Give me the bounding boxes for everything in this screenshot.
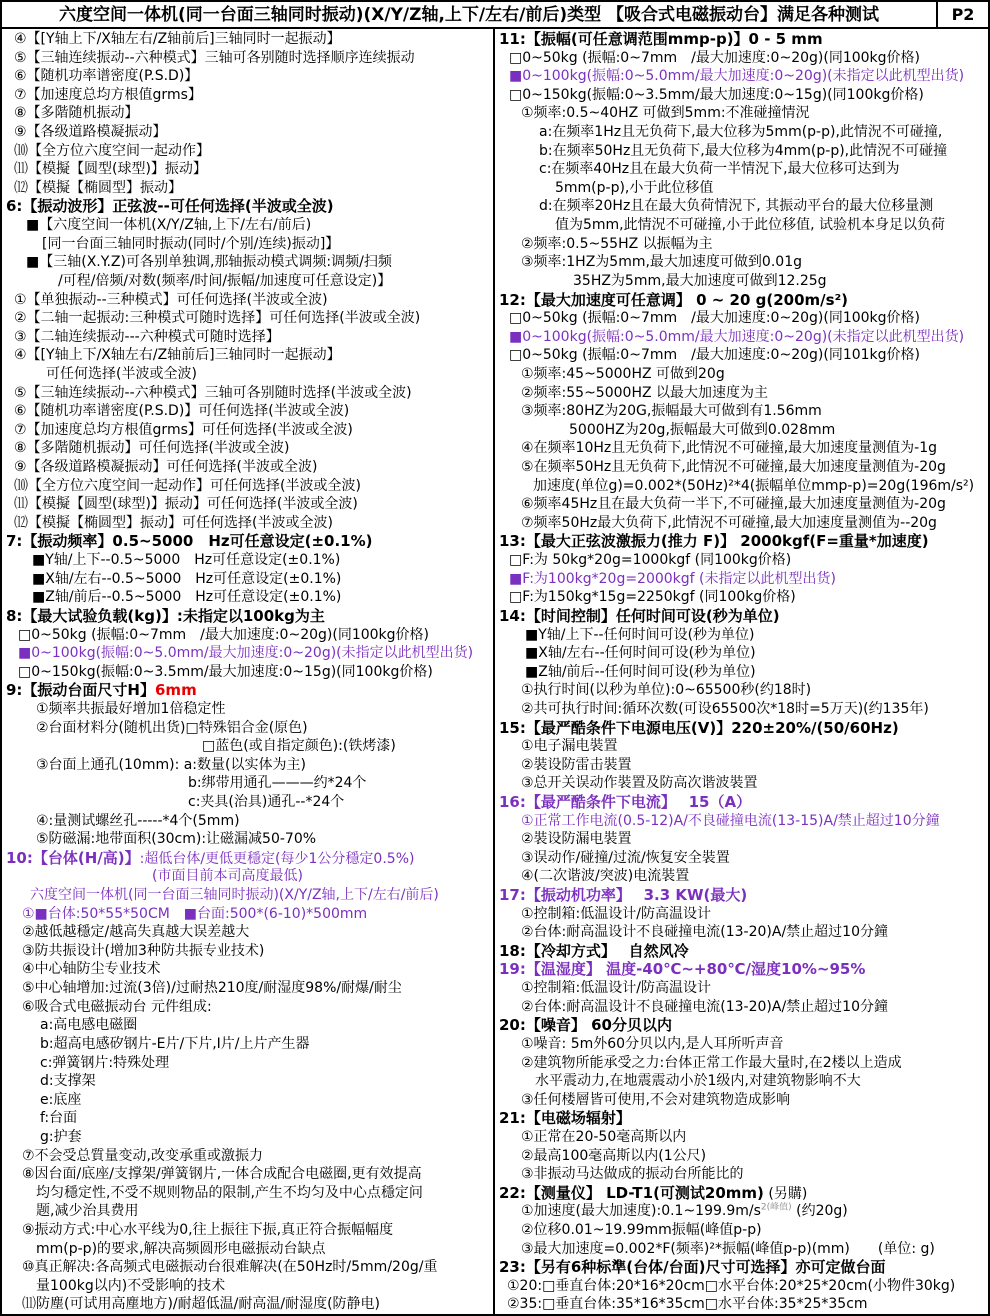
spec-line [495,104,988,123]
spec-text-run: 12:【最大加速度可任意调】 0 ~ 20 g(200m/s²) [499,290,849,309]
spec-text-run: □0~50kg (振幅:0~7mm /最大加速度:0~20g)(同100kg价格) [509,310,920,327]
spec-text-run: (另購) [763,1185,808,1202]
spec-line [495,756,988,775]
spec-text-run: ⑦【加速度总均方根值grms】 [14,86,202,103]
spec-text-run: ②共可执行时间:循环次数(可设65500次*18时=5万天)(约135年) [521,700,929,717]
spec-line [495,737,988,756]
spec-line [2,365,493,384]
spec-line [495,1184,988,1203]
spec-line [495,495,988,514]
spec-line [495,123,988,142]
spec-text-run: 水平震动力,在地震震动小於1级内,对建筑物影响不大 [535,1073,861,1090]
spec-text-run: ⑾防塵(可试用高塵地方)/耐超低温/耐高温/耐湿度(防静电) [22,1296,380,1313]
spec-text-run: ②位移0.01~19.99mm振幅(峰值p-p) [521,1222,762,1238]
spec-text-run: ■0~100kg(振幅:0~5.0mm/最大加速度:0~20g)(未指定以此机型出货) [18,645,474,662]
spec-text-run: f:台面 [40,1110,78,1127]
spec-text-run: c:弹簧钢片:特殊处理 [40,1054,170,1071]
spec-text-run: ⑥【随机功率谱密度(P.S.D)】 [14,68,199,85]
spec-text-run: 7:【振动频率】0.5~5000 Hz可任意设定(±0.1%) [6,532,373,551]
spec-line [2,104,493,123]
spec-text-run: ④在频率10Hz且无负荷下,此情況不可碰撞,最大加速度量测值为-1g [521,440,937,457]
spec-text-run: ①执行时间(以秒为单位):0~65500秒(约18时) [521,682,812,699]
spec-text-run: b:绑带用通孔———约*24个 [188,775,367,792]
left-column [2,29,495,1314]
spec-text-run: ②最高100毫高斯以内(1公尺) [521,1147,707,1164]
spec-line [2,272,493,291]
spec-line [2,328,493,347]
spec-line [495,607,988,626]
spec-text-run: 17:【振动机功率】 3.3 KW(最大) [499,886,748,905]
spec-line [2,1240,493,1259]
spec-text-run: ■X轴/左右--0.5~5000 Hz可任意设定(±0.1%) [32,570,342,587]
spec-text-run: ⑤防磁漏:地带面积(30cm):让磁漏减50-70% [36,831,317,848]
spec-line [495,886,988,905]
spec-line [495,291,988,310]
spec-text-run: 11:【振幅(可任意调范围mmp-p)】0 - 5 mm [499,30,823,48]
spec-line [495,588,988,607]
spec-line [2,700,493,719]
spec-line [2,216,493,235]
spec-line [495,1277,988,1296]
spec-line [2,1016,493,1035]
spec-text-run: 六度空间一体机(同一台面三轴同时振动)(X/Y/Z轴,上下/左右/前后) [30,887,439,904]
spec-text-run: ①控制箱:低温设计/防高温设计 [521,980,711,997]
spec-text-run: 加速度(单位g)=0.002*(50Hz)²*4(振幅单位mmp-p)=20g(196m/s²) [533,477,975,494]
spec-text-run: ④中心轴防尘专业技术 [22,961,161,978]
spec-line [2,67,493,86]
spec-text-run: /可程/倍频/对数(频率/时间/振幅/加速度可任意设定)】 [58,272,392,289]
spec-text-run: (约20g) [791,1203,848,1220]
spec-line [495,235,988,254]
spec-text-run: 9:【振动台面尺寸H】 [6,681,155,700]
spec-text-run: 2(峰值) [760,1202,792,1213]
spec-line [495,1221,988,1240]
spec-text-run: ⑾【模擬【圆型(球型)】振动】可任何选择(半波或全波) [14,496,358,513]
spec-line [2,570,493,589]
spec-line [495,663,988,682]
spec-line [2,830,493,849]
spec-text-run: 19:【温湿度】 温度-40℃~+80℃/湿度10%~95% [499,960,866,979]
spec-text-run: □F:为150kg*15g=2250kgf (同100kg价格) [509,589,796,606]
spec-text-run: ⑦频率50Hz最大负荷下,此情況不可碰撞,最大加速度量测值为--20g [521,514,937,531]
spec-text-run: 23:【另有6种标準(台体/台面)尺寸可选择】亦可定做台面 [499,1258,886,1277]
spec-text-run: ③频率:80HZ为20G,振幅最大可做到有1.56mm [521,403,822,420]
spec-line [495,309,988,328]
spec-text-run: ■【三轴(X.Y.Z)可各别单独调,那轴振动模式调频:调频/扫频 [26,254,392,271]
spec-line [495,1016,988,1035]
spec-text-run: ⑧【多階随机振动】可任何选择(半波或全波) [14,440,290,457]
spec-text-run: ⑤在频率50Hz且无负荷下,此情況不可碰撞,最大加速度量测值为-20g [521,459,946,476]
spec-line [495,1035,988,1054]
spec-text-run: 10:【台体(H/高)】 [6,848,140,867]
spec-line [2,849,493,868]
spec-line [495,942,988,961]
spec-line [2,1054,493,1073]
spec-text-run: ⑿【模擬【椭圆型】振动】可任何选择(半波或全波) [14,514,333,531]
spec-line [2,197,493,216]
spec-line [495,197,988,216]
spec-text-run: ⑨【各级道路模凝振动】可任何选择(半波或全波) [14,459,318,476]
spec-text-run: ⑾【模擬【圆型(球型)】振动】 [14,161,207,178]
spec-line [495,30,988,49]
spec-line [495,923,988,942]
spec-line [495,272,988,291]
right-column [495,29,988,1314]
spec-text-run: □0~50kg (振幅:0~7mm /最大加速度:0~20g)(同100kg价格) [18,626,429,643]
spec-line [495,346,988,365]
spec-line [2,607,493,626]
spec-line [495,1202,988,1221]
spec-text-run: ■0~100kg(振幅:0~5.0mm/最大加速度:0~20g)(未指定以此机型出货) [509,328,965,345]
spec-text-run: 21:【电磁场辐射】 [499,1109,631,1128]
spec-text-run: ③最大加速度=0.002*F(频率)²*振幅(峰值p-p)(mm) (单位: g) [521,1240,935,1257]
spec-text-run: 18:【冷却方式】 自然风冷 [499,941,689,960]
spec-line [495,402,988,421]
spec-text-run: 题,减少治具费用 [36,1203,139,1220]
spec-line [495,867,988,886]
spec-text-run: ②裝设防漏电裝置 [521,831,632,848]
spec-line [2,737,493,756]
spec-text-run: 可任何选择(半波或全波) [46,365,197,382]
spec-line [495,793,988,812]
spec-text-run: ③任何楼層皆可使用,不会对建筑物造成影响 [521,1091,790,1108]
spec-line [2,291,493,310]
spec-line [2,309,493,328]
spec-line [495,421,988,440]
spec-line [2,1165,493,1184]
spec-text-run: ①电子漏电裝置 [521,738,618,755]
spec-text-run: □蓝色(或自指定颜色):(铁烤漆) [202,738,396,755]
spec-line [495,253,988,272]
spec-line [2,551,493,570]
spec-text-run: ⑿【模擬【椭圆型】振动】 [14,179,182,196]
spec-text-run: :超低台体/更低更穩定(每少1公分穩定0.5%) [139,850,415,867]
spec-text-run: ⑨振动方式:中心水平线为0,往上振往下振,真正符合振幅幅度 [22,1222,394,1238]
spec-line [2,756,493,775]
spec-line [2,123,493,142]
spec-text-run: 均匀穩定性,不受不规则物品的限制,产生不均匀及中心点穩定问 [36,1184,423,1201]
spec-line [495,626,988,645]
spec-line [495,477,988,496]
spec-text-run: a:高电感电磁圈 [40,1017,138,1034]
spec-text-run: c:夹具(治具)通孔--*24个 [188,793,345,810]
spec-text-run: ②【二轴一起振动:三种模式可随时选择】可任何选择(半波或全波) [14,310,421,327]
spec-text-run: ②台面材料分(随机出货)□特殊铝合金(原色) [36,719,308,736]
page-number: P2 [936,2,988,27]
spec-line [2,30,493,49]
spec-text-run: ⑧因台面/底座/支撑架/弹簧钢片,一体合成配合电磁圈,更有效提高 [22,1166,422,1183]
spec-text-run: ⑤【三轴连续振动--六种模式】三轴可各别随时选择顺序连续振动 [14,49,415,66]
spec-text-run: ⑩真正解决:各高频式电磁振动台很难解决(在50Hz时/5mm/20g/重 [22,1259,438,1276]
spec-line [495,384,988,403]
spec-text-run: □0~150kg(振幅:0~3.5mm/最大加速度:0~15g)(同100kg价格) [18,663,433,680]
spec-line [2,719,493,738]
spec-text-run: 6mm [155,681,197,700]
spec-text-run: 值为5mm,此情況不可碰撞,小于此位移值, 试验机本身足以负荷 [555,217,945,234]
spec-line [2,495,493,514]
spec-line [2,142,493,161]
spec-line [2,886,493,905]
spec-line [495,1128,988,1147]
spec-line [495,681,988,700]
spec-line [495,570,988,589]
spec-text-run: ②台体:耐高温设计不良碰撞电流(13-20)A/禁止超过10分鐘 [521,998,888,1015]
spec-text-run: ①频率共振最好增加1倍稳定性 [36,700,226,717]
spec-line [2,644,493,663]
spec-line [495,1147,988,1166]
spec-line [495,179,988,198]
spec-line [2,681,493,700]
spec-line [2,160,493,179]
spec-text-run: □0~50kg (振幅:0~7mm /最大加速度:0~20g)(同101kg价格) [509,347,920,364]
spec-line [495,365,988,384]
spec-text-run: ■X轴/左右--任何时间可设(秒为单位) [525,645,756,662]
spec-line [2,458,493,477]
spec-text-run: ⑦【加速度总均方根值grms】可任何选择(半波或全波) [14,421,353,438]
spec-line [2,1295,493,1314]
spec-text-run: ■Z轴/前后--0.5~5000 Hz可任意设定(±0.1%) [32,589,342,606]
spec-line [495,830,988,849]
spec-text-run: ④【[Y轴上下/X轴左右/Z轴前后]三轴同时一起振动】 [14,31,341,47]
spec-line [2,663,493,682]
spec-text-run: ③总开关误动作裝置及防高次谐波裝置 [521,775,758,792]
spec-line [2,1184,493,1203]
spec-line [2,998,493,1017]
spec-text-run: ⑥吸合式电磁振动台 元件组成: [22,998,212,1015]
spec-text-run: ①频率:0.5~40HZ 可做到5mm:不准碰撞情況 [521,105,810,122]
spec-text-run: ④(二次谐波/突波)电流裝置 [521,868,690,885]
spec-line [2,532,493,551]
spec-line [495,905,988,924]
spec-text-run: ①■台体:50*55*50CM ■台面:500*(6-10)*500mm [22,905,368,922]
spec-line [495,1054,988,1073]
spec-text-run: 20:【噪音】 60分贝以内 [499,1016,672,1035]
spec-line [2,86,493,105]
spec-line [2,588,493,607]
spec-line [2,1147,493,1166]
spec-line [2,1221,493,1240]
spec-text-run: ⑥【随机功率谱密度(P.S.D)】可任何选择(半波或全波) [14,403,350,420]
spec-line [2,905,493,924]
spec-text-run: ①频率:45~5000HZ 可做到20g [521,365,725,382]
spec-text-run: 35HZ为5mm,最大加速度可做到12.25g [573,272,827,289]
spec-line [495,719,988,738]
spec-line [2,960,493,979]
spec-line [495,960,988,979]
spec-text-run: ②裝设防雷击裝置 [521,756,632,773]
spec-line [495,142,988,161]
spec-text-run: ③台面上通孔(10mm): a:数量(以实体为主) [36,756,306,773]
spec-text-run: □F:为 50kg*20g=1000kgf (同100kg价格) [509,552,792,569]
spec-line [2,942,493,961]
spec-text-run: ■【六度空间一体机(X/Y/Z轴,上下/左右/前后) [26,217,312,234]
spec-text-run: 15:【最严酷条件下电源电压(V)】220±20%/(50/60Hz) [499,718,899,737]
spec-line [495,439,988,458]
spec-text-run: ①正常在20-50毫高斯以内 [521,1128,687,1145]
spec-text-run: ②频率:0.5~55HZ 以振幅为主 [521,235,713,252]
spec-text-run: ■F:为100kg*20g=2000kgf (未指定以此机型出货) [509,570,836,587]
spec-text-run: ■Y轴/上下--0.5~5000 Hz可任意设定(±0.1%) [32,552,341,569]
spec-text-run: (市面目前本司高度最低) [152,868,303,885]
spec-text-run: ①【单独振动--三种模式】可任何选择(半波或全波) [14,291,328,308]
spec-line [2,979,493,998]
spec-line [495,532,988,551]
spec-text-run: ③防共振设计(增加3种防共振专业技术) [22,942,265,959]
page-header [2,2,988,29]
spec-line [2,1202,493,1221]
spec-text-run: ②频率:55~5000HZ 以最大加速度为主 [521,384,769,401]
spec-text-run: ⑽【全方位六度空间一起动作】可任何选择(半波或全波) [14,477,361,494]
spec-text-run: [同一台面三轴同时振动(同时/个别/连续)振动]】 [42,235,340,252]
spec-text-run: ③频率:1HZ为5mm,最大加速度可做到0.01g [521,254,802,271]
spec-line [2,253,493,272]
spec-text-run: ①控制箱:低温设计/防高温设计 [521,905,711,922]
spec-text-run: ①20:□垂直台体:20*16*20cm□水平台体:20*25*20cm(小物件30kg) [507,1277,956,1294]
spec-line [2,384,493,403]
spec-line [2,402,493,421]
spec-line [495,458,988,477]
spec-text-run: 8:【最大试验负载(kg)】:未指定以100kg为主 [6,606,325,625]
spec-line [2,439,493,458]
spec-line [2,514,493,533]
spec-text-run: ②台体:耐高温设计不良碰撞电流(13-20)A/禁止超过10分鐘 [521,924,888,941]
spec-line [495,1072,988,1091]
spec-line [495,551,988,570]
spec-text-run: 16:【最严酷条件下电流】 15（A） [499,792,752,811]
spec-text-run: ①噪音: 5m外60分贝以内,是人耳所听声音 [521,1035,784,1052]
spec-text-run: ■Y轴/上下--任何时间可设(秒为单位) [525,626,755,643]
spec-text-run: d:支撑架 [40,1073,96,1090]
spec-text-run: mm(p-p)的要求,解决高频圆形电磁振动台缺点 [36,1240,326,1257]
spec-line [495,979,988,998]
spec-text-run: 13:【最大正弦波激振力(推力 F)】 2000kgf(F=重量*加速度) [499,532,929,551]
spec-line [495,216,988,235]
spec-line [2,179,493,198]
spec-text-run: 量100kg以内)不受影响的技术 [36,1277,226,1294]
spec-text-run: □0~50kg (振幅:0~7mm /最大加速度:0~20g)(同100kg价格) [509,49,920,66]
spec-line [495,1258,988,1277]
spec-line [495,849,988,868]
spec-text-run: ⑤中心轴增加:过流(3倍)/过耐热210度/耐湿度98%/耐爆/耐尘 [22,980,402,997]
spec-text-run: c:在频率40Hz且在最大负荷一半情況下,最大位移可达到为 [539,161,900,178]
spec-text-run: 5000HZ为20g,振幅最大可做到0.028mm [569,421,836,438]
spec-text-run: 6:【振动波形】正弦波--可任何选择(半波或全波) [6,197,334,216]
spec-line [2,867,493,886]
spec-line [495,1109,988,1128]
spec-line [495,328,988,347]
spec-text-run: ⑧【多階随机振动】 [14,105,139,122]
spec-line [495,86,988,105]
columns [2,29,988,1314]
spec-text-run: b:在频率50Hz且无负荷下,最大位移为4mm(p-p),此情況不可碰撞 [539,142,948,159]
spec-text-run: ④【[Y轴上下/X轴左右/Z轴前后]三轴同时一起振动】 [14,347,341,364]
spec-text-run: ③【二轴连续振动---六种模式可随时选择】 [14,328,280,345]
page-title: 六度空间一体机(同一台面三轴同时振动)(X/Y/Z轴,上下/左右/前后)类型 【吸合式电磁振动台】满足各种测试 [58,5,880,25]
spec-line [495,1091,988,1110]
spec-text-run: □0~150kg(振幅:0~3.5mm/最大加速度:0~15g)(同100kg价格) [509,86,924,103]
spec-line [495,812,988,831]
spec-line [2,626,493,645]
spec-line [2,346,493,365]
spec-line [2,793,493,812]
spec-line [2,774,493,793]
spec-line [495,1165,988,1184]
spec-text-run: ⑨【各级道路模凝振动】 [14,124,167,141]
spec-text-run: ②35:□垂直台体:35*16*35cm□水平台体:35*25*35cm [507,1296,868,1313]
spec-line [2,1072,493,1091]
spec-text-run: ④:量测试螺丝孔-----*4个(5mm) [36,812,240,829]
spec-text-run: ⑦不会受总質量变动,改变承重或激振力 [22,1147,263,1164]
spec-text-run: ①正常工作电流(0.5-12)A/不良碰撞电流(13-15)A/禁止超过10分鐘 [521,812,940,829]
spec-text-run: e:底座 [40,1091,82,1108]
spec-line [2,1109,493,1128]
spec-line [2,235,493,254]
spec-text-run: 5mm(p-p),小于此位移值 [555,179,714,196]
spec-line [2,1091,493,1110]
spec-line [495,644,988,663]
spec-text-run: 14:【时间控制】任何时间可设(秒为单位) [499,606,780,625]
spec-line [2,1258,493,1277]
spec-line [2,812,493,831]
spec-text-run: 22:【测量仪】 LD-T1(可测试20mm) [499,1183,764,1202]
spec-line [2,421,493,440]
spec-line [495,998,988,1017]
spec-line [495,774,988,793]
spec-line [2,477,493,496]
spec-line [495,49,988,68]
spec-line [495,700,988,719]
spec-text-run: ■0~100kg(振幅:0~5.0mm/最大加速度:0~20g)(未指定以此机型出货) [509,68,965,85]
spec-text-run: b:超高电感矽钢片-E片/下片,I片/上片产生器 [40,1035,310,1052]
spec-line [2,1128,493,1147]
spec-text-run: ①加速度(最大加速度):0.1~199.9m/s [521,1203,761,1220]
spec-line [495,1295,988,1314]
spec-text-run: ⑥频率45Hz且在最大负荷一半下,不可碰撞,最大加速度量测值为-20g [521,496,946,513]
spec-text-run: a:在频率1Hz且无负荷下,最大位移为5mm(p-p),此情況不可碰撞, [539,124,943,141]
spec-text-run: ③误动作/碰撞/过流/恢复安全裝置 [521,849,730,866]
spec-text-run: ⑤【三轴连续振动--六种模式】三轴可各别随时选择(半波或全波) [14,384,412,401]
spec-line [495,160,988,179]
spec-line [495,514,988,533]
spec-text-run: ③非振动马达做成的振动台所能比的 [521,1166,744,1183]
spec-text-run: g:护套 [40,1128,82,1145]
spec-text-run: ⑽【全方位六度空间一起动作】 [14,142,210,159]
spec-text-run: ■Z轴/前后--任何时间可设(秒为单位) [525,663,756,680]
spec-line [2,1277,493,1296]
spec-text-run: d:在频率20Hz且在最大负荷情況下, 其振动平台的最大位移量测 [539,198,934,215]
spec-line [495,1240,988,1259]
spec-line [2,1035,493,1054]
spec-text-run: ②越低越穩定/越高失真越大误差越大 [22,924,250,941]
spec-line [2,49,493,68]
spec-text-run: ②建筑物所能承受之力:台体正常工作最大量时,在2楼以上造成 [521,1054,902,1071]
spec-line [495,67,988,86]
spec-line [2,923,493,942]
